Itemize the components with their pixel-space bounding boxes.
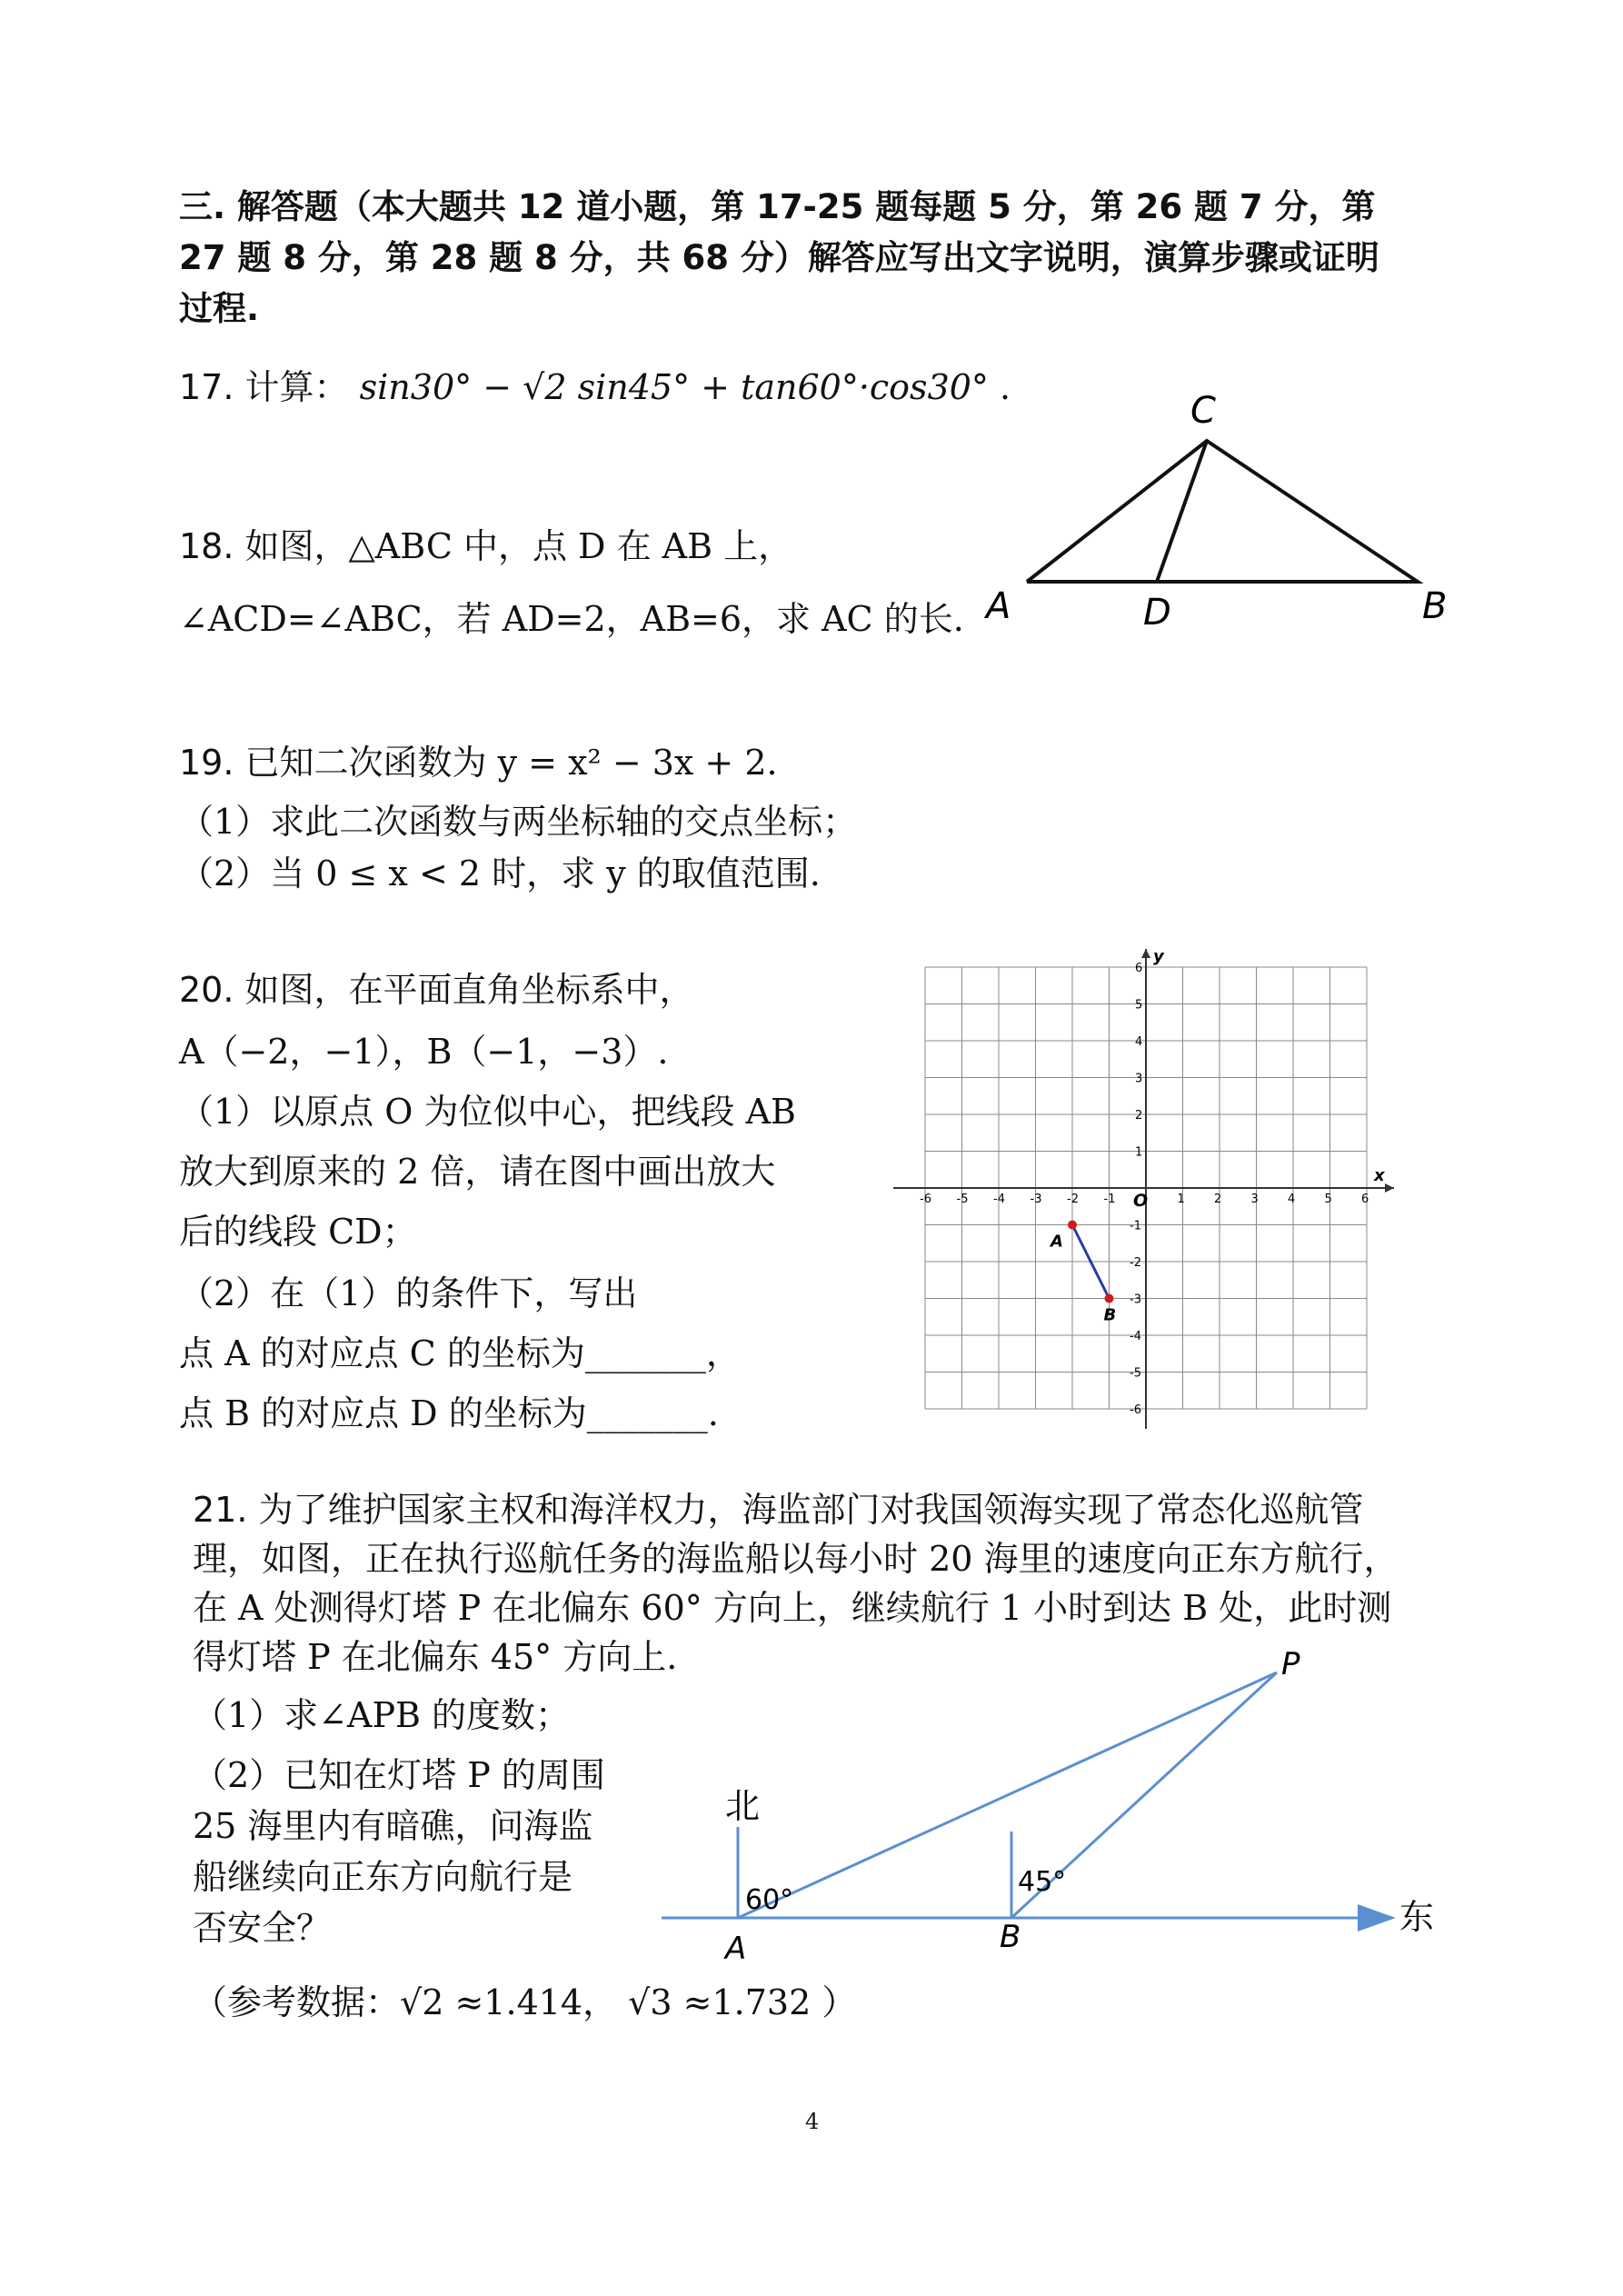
label-b: B bbox=[1422, 585, 1448, 627]
section-heading-line2: 27 题 8 分，第 28 题 8 分，共 68 分）解答应写出文字说明，演算步骤或证明 bbox=[179, 238, 1379, 277]
label-a: A bbox=[986, 585, 1011, 627]
question-18-line1 bbox=[179, 518, 792, 568]
question-19-number: 19. bbox=[179, 743, 234, 783]
y-tick-label: 3 bbox=[1135, 1072, 1143, 1086]
question-21-line3: 在 A 处测得灯塔 P 在北偏东 60° 方向上，继续航行 1 小时到达 B 处，此时测 bbox=[193, 1588, 1392, 1628]
y-tick-label: 1 bbox=[1135, 1145, 1143, 1160]
section-heading-line1: 三. 解答题（本大题共 12 道小题，第 17-25 题每题 5 分，第 26 题 7 分，第 bbox=[179, 187, 1376, 226]
x-tick-label: 5 bbox=[1324, 1193, 1332, 1206]
label-point-a: A bbox=[725, 1931, 747, 1963]
x-tick-label: -4 bbox=[993, 1193, 1005, 1206]
question-20-line3: （1）以原点 O 为位似中心，把线段 AB bbox=[179, 1092, 796, 1132]
question-21-reference: （参考数据：√2 ≈1.414， √3 ≈1.732 ） bbox=[193, 1982, 857, 2022]
y-tick-label: -6 bbox=[1130, 1403, 1141, 1417]
coordinate-grid bbox=[886, 941, 1404, 1450]
page-number: 4 bbox=[805, 2109, 820, 2134]
question-21-part2-b: 25 海里内有暗礁，问海监 bbox=[193, 1806, 593, 1846]
label-angle-45: 45° bbox=[1018, 1866, 1067, 1898]
triangle-abc-diagram bbox=[972, 386, 1481, 641]
question-17-number: 17. bbox=[179, 367, 234, 407]
question-19-part2: （2）当 0 ≤ x < 2 时，求 y 的取值范围. bbox=[179, 854, 821, 893]
question-21-part2-a: （2）已知在灯塔 P 的周围 bbox=[193, 1755, 605, 1795]
label-c: C bbox=[1190, 390, 1216, 432]
y-tick-label: 6 bbox=[1135, 962, 1143, 975]
question-17-formula: sin30° − √2 sin45° + tan60°·cos30° bbox=[359, 367, 989, 407]
question-18-number: 18. bbox=[179, 526, 234, 566]
question-17 bbox=[179, 359, 1011, 409]
x-tick-label: 2 bbox=[1214, 1193, 1222, 1206]
question-21-line4: 得灯塔 P 在北偏东 45° 方向上. bbox=[193, 1637, 678, 1677]
label-angle-60: 60° bbox=[745, 1884, 794, 1916]
question-19-stem bbox=[179, 734, 778, 784]
question-20-line8: 点 B 的对应点 D 的坐标为_______. bbox=[179, 1393, 719, 1433]
x-tick-label: -3 bbox=[1030, 1193, 1042, 1206]
y-axis-arrow bbox=[1141, 949, 1150, 958]
x-tick-label: 1 bbox=[1177, 1193, 1185, 1206]
question-21-line1 bbox=[193, 1482, 1364, 1532]
question-20-line1 bbox=[179, 962, 694, 1012]
section-heading-line3: 过程. bbox=[179, 289, 260, 328]
question-20-line7: 点 A 的对应点 C 的坐标为_______， bbox=[179, 1333, 741, 1373]
label-d: D bbox=[1143, 592, 1171, 634]
point-b bbox=[1105, 1294, 1114, 1303]
question-17-prefix: 计算： bbox=[244, 367, 349, 407]
question-21-line2: 理，如图，正在执行巡航任务的海监船以每小时 20 海里的速度向正东方航行， bbox=[193, 1539, 1399, 1579]
question-19-part1: （1）求此二次函数与两坐标轴的交点坐标； bbox=[179, 802, 858, 842]
y-tick-label: -2 bbox=[1130, 1256, 1141, 1270]
x-tick-label: 6 bbox=[1361, 1193, 1369, 1206]
point-b-label: B bbox=[1103, 1305, 1117, 1325]
question-18-text1: 如图，△ABC 中，点 D 在 AB 上， bbox=[244, 526, 793, 566]
question-20-line4: 放大到原来的 2 倍，请在图中画出放大 bbox=[179, 1152, 776, 1192]
question-17-suffix: . bbox=[1000, 367, 1011, 407]
question-20-line6: （2）在（1）的条件下，写出 bbox=[179, 1273, 638, 1313]
y-axis-label: y bbox=[1153, 947, 1164, 966]
question-21-number: 21. bbox=[193, 1490, 248, 1530]
question-20-line5: 后的线段 CD； bbox=[179, 1212, 417, 1252]
y-tick-label: 4 bbox=[1135, 1035, 1143, 1049]
label-point-b: B bbox=[1000, 1919, 1021, 1955]
y-tick-label: 5 bbox=[1135, 998, 1143, 1013]
x-axis-arrow bbox=[1385, 1183, 1394, 1193]
x-tick-label: 4 bbox=[1288, 1193, 1296, 1206]
y-tick-label: -1 bbox=[1130, 1219, 1141, 1233]
triangle-abc-outline bbox=[1027, 441, 1418, 582]
question-21-text1: 为了维护国家主权和海洋权力，海监部门对我国领海实现了常态化巡航管 bbox=[258, 1490, 1364, 1530]
question-21-part1: （1）求∠APB 的度数； bbox=[193, 1695, 571, 1735]
label-east: 东 bbox=[1399, 1897, 1435, 1937]
question-20-line2: A（−2，−1），B（−1，−3）. bbox=[179, 1032, 669, 1072]
label-north: 北 bbox=[725, 1786, 761, 1826]
question-20-number: 20. bbox=[179, 970, 234, 1010]
x-tick-label: -1 bbox=[1103, 1193, 1116, 1206]
x-tick-label: -5 bbox=[956, 1193, 969, 1206]
question-21-part2-c: 船继续向正东方向航行是 bbox=[193, 1857, 573, 1897]
question-20-text1: 如图，在平面直角坐标系中， bbox=[244, 970, 694, 1010]
question-19-text: 已知二次函数为 y = x² − 3x + 2. bbox=[244, 743, 778, 783]
x-axis-label: x bbox=[1374, 1166, 1385, 1185]
navigation-diagram bbox=[654, 1645, 1472, 1963]
label-point-p: P bbox=[1281, 1646, 1300, 1682]
x-tick-label: -2 bbox=[1067, 1193, 1079, 1206]
question-18-line2: ∠ACD=∠ABC，若 AD=2，AB=6，求 AC 的长. bbox=[179, 599, 964, 639]
y-tick-label: 2 bbox=[1135, 1109, 1143, 1123]
x-tick-label: -6 bbox=[920, 1193, 931, 1206]
y-tick-label: -5 bbox=[1130, 1366, 1141, 1381]
origin-label: O bbox=[1133, 1191, 1149, 1211]
point-a-label: A bbox=[1050, 1232, 1063, 1252]
y-tick-label: -3 bbox=[1130, 1293, 1141, 1307]
question-21-part2-d: 否安全？ bbox=[193, 1908, 332, 1948]
x-tick-label: 3 bbox=[1250, 1193, 1259, 1206]
line-ap bbox=[738, 1672, 1277, 1918]
point-a bbox=[1068, 1221, 1077, 1230]
y-tick-label: -4 bbox=[1130, 1330, 1141, 1343]
